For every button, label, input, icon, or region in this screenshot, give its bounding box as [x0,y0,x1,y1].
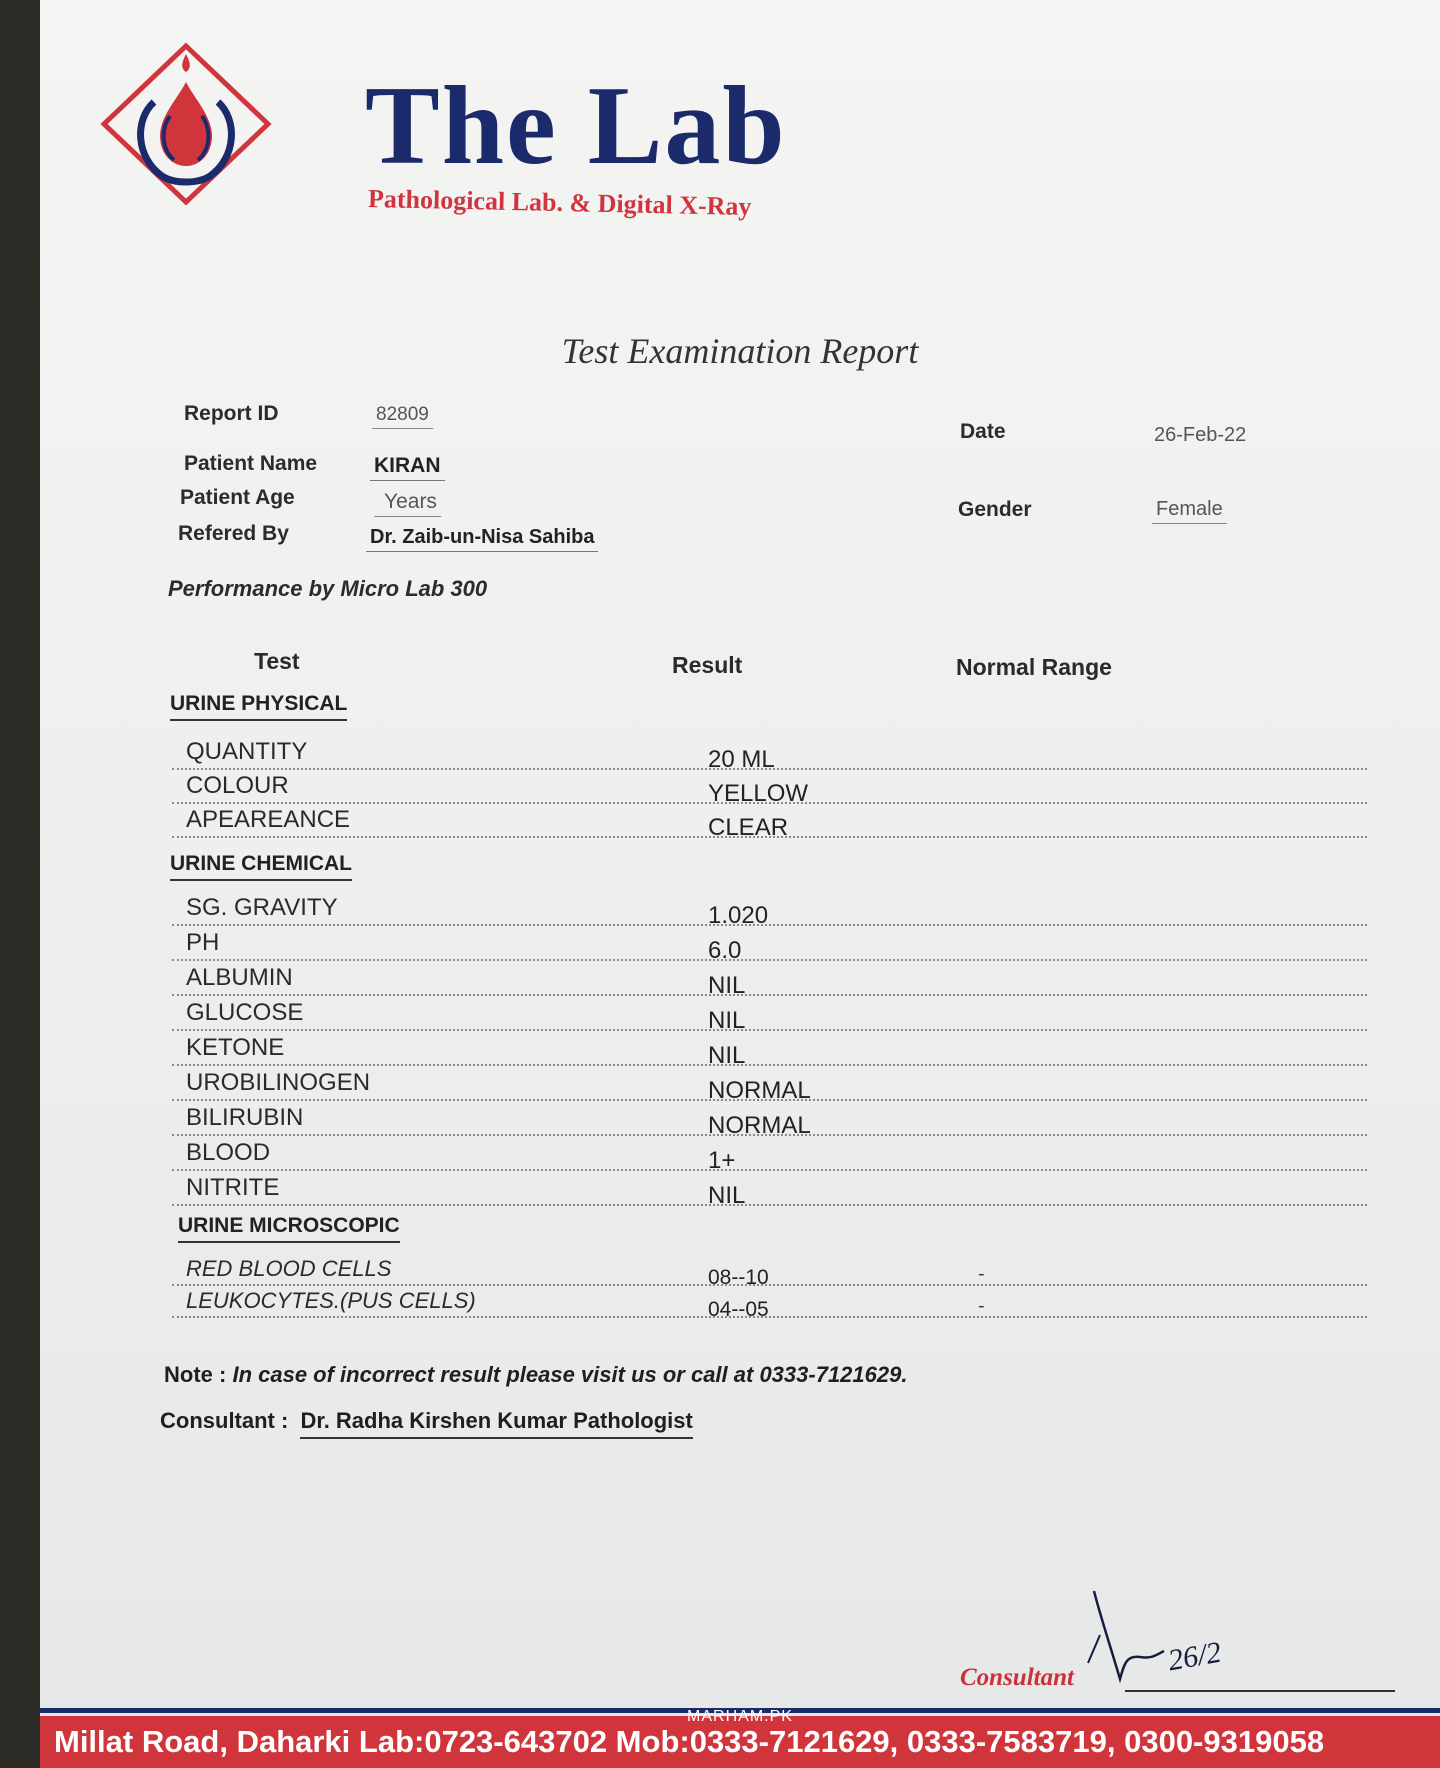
table-row [172,1100,1367,1139]
signature-label: Consultant [960,1664,1074,1691]
note-text: In case of incorrect result please visit us or call at 0333-7121629. [232,1362,908,1387]
patient-age-label: Patient Age [180,486,295,509]
consultant-label: Consultant : [160,1408,289,1433]
test-name: QUANTITY [186,738,308,765]
consultant-name: Dr. Radha Kirshen Kumar Pathologist [300,1408,692,1439]
table-row [172,768,1367,807]
report-sheet [40,0,1440,1768]
report-id-value: 82809 [372,404,433,429]
test-result: NIL [708,972,746,999]
lab-tagline: Pathological Lab. & Digital X-Ray [367,183,752,222]
note [164,1362,907,1388]
test-name: LEUKOCYTES.(PUS CELLS) [186,1288,476,1313]
date-value: 26-Feb-22 [1154,424,1247,446]
patient-age-value: Years [374,490,441,517]
table-row [172,1065,1367,1104]
test-result: 20 ML [708,746,775,773]
table-row [172,1030,1367,1069]
test-result: NORMAL [708,1077,811,1104]
note-label: Note : [164,1362,227,1387]
test-result: 04--05 [708,1298,769,1321]
test-result: 08--10 [708,1266,769,1289]
test-name: BLOOD [186,1139,271,1166]
test-name: COLOUR [186,772,289,799]
table-row [172,1170,1367,1209]
table-row [172,1282,1367,1321]
patient-name-label: Patient Name [184,452,318,475]
test-result: 1+ [708,1147,736,1174]
performance-note: Performance by Micro Lab 300 [168,576,488,601]
test-result: YELLOW [708,780,809,807]
test-name: PH [186,929,220,956]
test-result: NIL [708,1007,746,1034]
gender-label: Gender [958,498,1032,521]
test-result: CLEAR [708,814,789,841]
table-row [172,890,1367,929]
lab-name: The Lab [365,64,787,188]
test-name: GLUCOSE [186,999,304,1026]
normal-range: - [978,1263,985,1285]
blood-drop-logo-icon [100,40,300,210]
test-name: KETONE [186,1034,285,1061]
table-row [172,960,1367,999]
signature-line [1125,1690,1395,1692]
table-row [172,1250,1367,1289]
test-name: ALBUMIN [186,964,293,991]
test-result: 6.0 [708,937,742,964]
test-name: RED BLOOD CELLS [186,1256,392,1281]
referred-by-label: Refered By [178,522,289,545]
patient-name-value: KIRAN [370,454,445,481]
test-result: NORMAL [708,1112,811,1139]
test-result: 1.020 [708,902,769,929]
table-row [172,802,1367,841]
consultant-line [160,1408,693,1434]
watermark: MARHAM.PK [687,1708,793,1725]
test-result: NIL [708,1182,746,1209]
test-name: APEAREANCE [186,806,351,833]
referred-by-value: Dr. Zaib-un-Nisa Sahiba [366,526,598,552]
column-test: Test [254,648,300,674]
test-name: SG. GRAVITY [186,894,338,921]
column-normal-range: Normal Range [956,654,1112,680]
test-name: UROBILINOGEN [186,1069,371,1096]
report-id-label: Report ID [184,402,279,425]
test-name: NITRITE [186,1174,280,1201]
table-row [172,734,1367,773]
column-result: Result [672,652,743,678]
gender-value: Female [1152,498,1227,524]
normal-range: - [978,1295,985,1317]
section-urine-physical: URINE PHYSICAL [170,692,347,721]
table-row [172,925,1367,964]
lab-logo [100,40,800,222]
table-row [172,995,1367,1034]
signature-text: 26/2 [1165,1635,1224,1678]
section-urine-microscopic: URINE MICROSCOPIC [178,1214,400,1243]
footer-address: Millat Road, Daharki Lab:0723-643702 Mob:0333-7121629, 0333-7583719, 0300-9319058 [40,1716,1440,1768]
report-title: Test Examination Report [561,331,919,371]
test-name: BILIRUBIN [186,1104,304,1131]
test-result: NIL [708,1042,746,1069]
date-label: Date [960,420,1006,443]
table-row [172,1135,1367,1174]
section-urine-chemical: URINE CHEMICAL [170,852,352,881]
